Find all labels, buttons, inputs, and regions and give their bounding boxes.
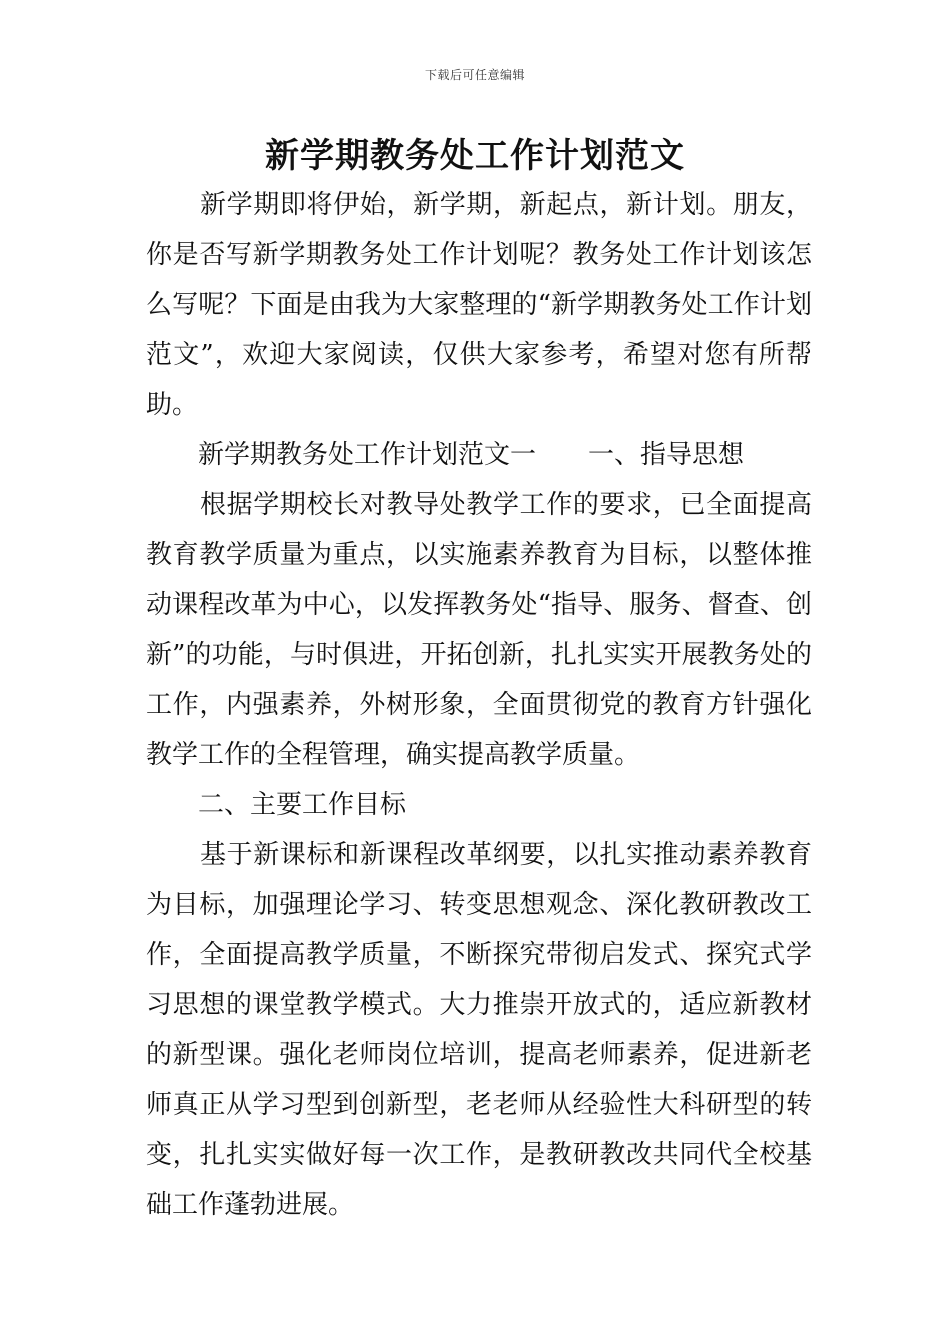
section-one-heading-line	[146, 430, 812, 480]
header-note: 下载后可任意编辑	[424, 68, 525, 82]
section-two-paragraph: 基于新课标和新课程改革纲要，以扎实推动素养教育为目标，加强理论学习、转变思想观念、深化教研教改工作，全面提高教学质量，不断探究带彻启发式、探究式学习思想的课堂教学模式。大力推崇开放式的，适应新教材的新型课。强化老师岗位培训，提高老师素养，促进新老师真正从学习型到创新型，老老师从经验性大科研型的转变，扎扎实实做好每一次工作，是教研教改共同代全校基础工作蓬勃进展。	[146, 840, 812, 1220]
section-two-heading: 二、主要工作目标	[198, 790, 407, 820]
document-body	[146, 180, 812, 1230]
document-title: 新学期教务处工作计划范文	[265, 136, 685, 176]
section-one-paragraph: 根据学期校长对教导处教学工作的要求，已全面提高教育教学质量为重点，以实施素养教育为目标，以整体推动课程改革为中心，以发挥教务处“指导、服务、督查、创新”的功能，与时俱进，开拓创新，扎扎实实开展教务处的工作，内强素养，外树形象，全面贯彻党的教育方针强化教学工作的全程管理，确实提高教学质量。	[146, 490, 812, 770]
section-one-heading: 一、指导思想	[588, 440, 745, 470]
intro-paragraph: 新学期即将伊始，新学期，新起点，新计划。朋友，你是否写新学期教务处工作计划呢？教务处工作计划该怎么写呢？下面是由我为大家整理的“新学期教务处工作计划范文”，欢迎大家阅读，仅供大家参考，希望对您有所帮助。	[146, 190, 812, 420]
section-one-doc-label: 新学期教务处工作计划范文一	[198, 440, 537, 470]
